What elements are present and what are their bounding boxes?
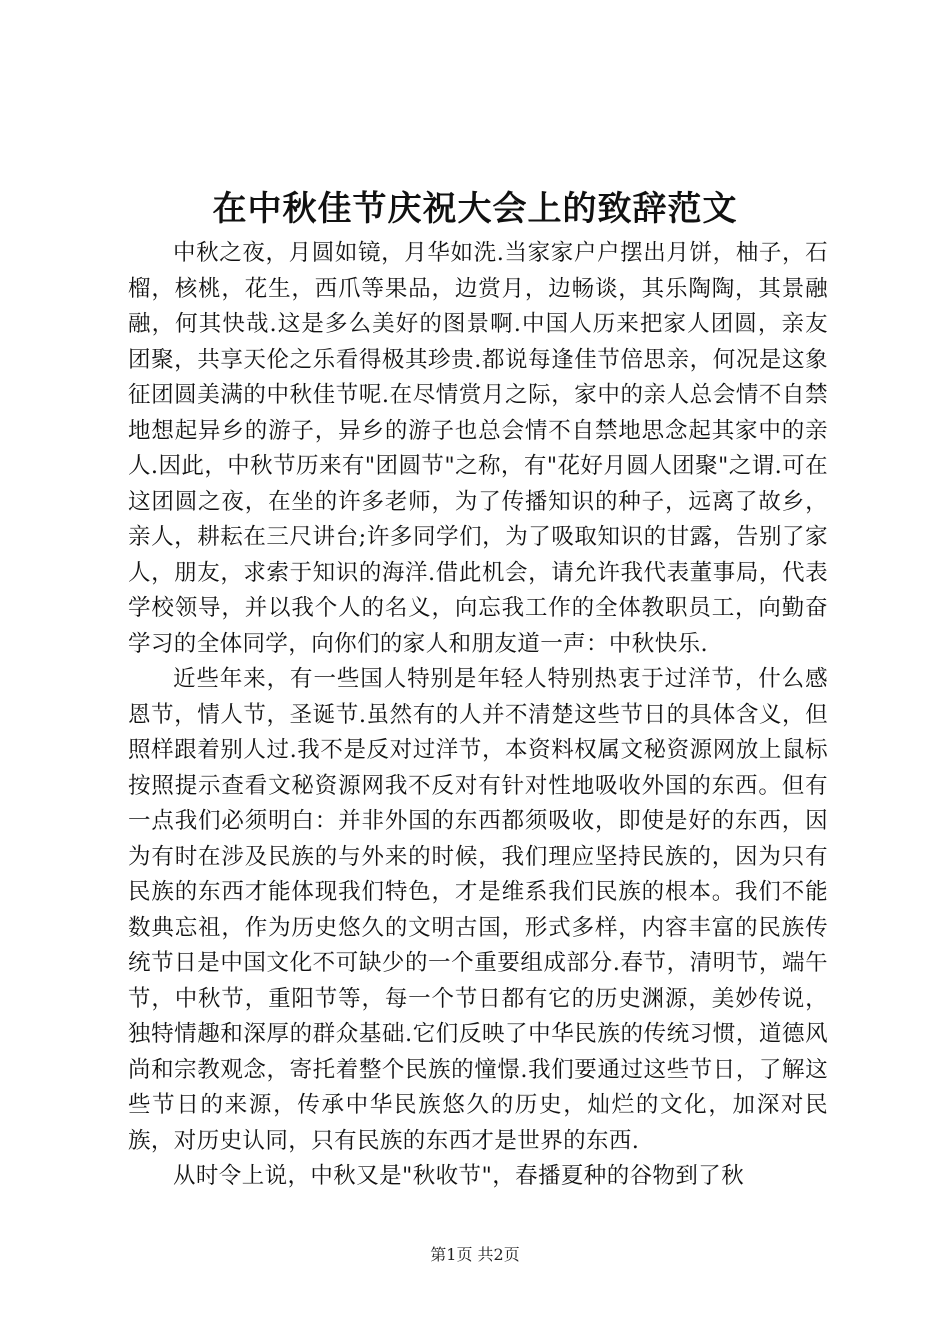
paragraph-3: 从时令上说，中秋又是"秋收节"，春播夏种的谷物到了秋 [173,1163,745,1189]
paragraph-2: 近些年来，有一些国人特别是年轻人特别热衷于过洋节，什么感恩节，情人节，圣诞节.虽然有的人并不清楚这些节日的具体含义，但照样跟着别人过.我不是反对过洋节，本资料权属文秘资源网放上鼠标按照提示查看文秘资源网我不反对有针对性地吸收外国的东西。但有一点我们必须明白：并非外国的东西都须吸收，即使是好的东西，因为有时在涉及民族的与外来的时候，我们理应坚持民族的，因为只有民族的东西才能体现我们特色，才是维系我们民族的根本。我们不能数典忘祖，作为历史悠久的文明古国，形式多样，内容丰富的民族传统节日是中国文化不可缺少的一个重要组成部分.春节，清明节，端午节，中秋节，重阳节等，每一个节日都有它的历史渊源，美妙传说，独特情趣和深厚的群众基础.它们反映了中华民族的传统习惯，道德风尚和宗教观念，寄托着整个民族的憧憬.我们要通过这些节日，了解这些节日的来源，传承中华民族悠久的历史，灿烂的文化，加深对民族，对历史认同，只有民族的东西才是世界的东西. [128,666,828,1154]
page-footer: 第1页 共2页 [430,1245,520,1264]
paragraph-1: 中秋之夜，月圆如镜，月华如洗.当家家户户摆出月饼，柚子，石榴，核桃，花生，西爪等果品，边赏月，边畅谈，其乐陶陶，其景融融，何其快哉.这是多么美好的图景啊.中国人历来把家人团圆，亲友团聚，共享天伦之乐看得极其珍贵.都说每逢佳节倍思亲，何况是这象征团圆美满的中秋佳节呢.在尽情赏月之际，家中的亲人总会情不自禁地想起异乡的游子，异乡的游子也总会情不自禁地思念起其家中的亲人.因此，中秋节历来有"团圆节"之称，有"花好月圆人团聚"之谓.可在这团圆之夜，在坐的许多老师，为了传播知识的种子，远离了故乡，亲人，耕耘在三尺讲台;许多同学们，为了吸取知识的甘露，告别了家人，朋友，求索于知识的海洋.借此机会，请允许我代表董事局，代表学校领导，并以我个人的名义，向忘我工作的全体教职员工，向勤奋学习的全体同学，向你们的家人和朋友道一声：中秋快乐. [128,240,828,657]
document-body [128,236,828,1195]
document-title: 在中秋佳节庆祝大会上的致辞范文 [212,189,738,229]
